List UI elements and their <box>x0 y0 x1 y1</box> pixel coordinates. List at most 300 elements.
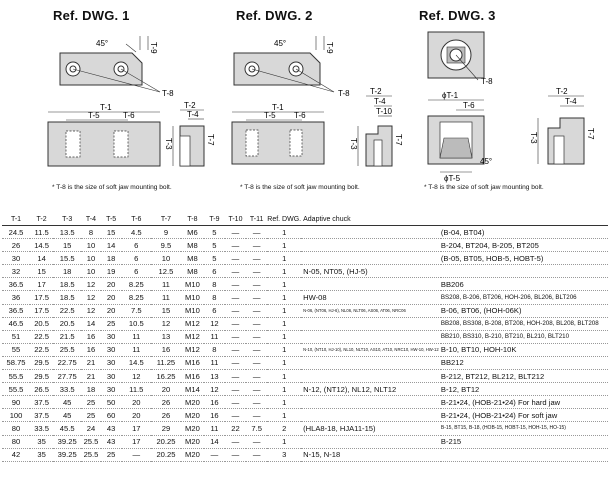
dwg1-angle-label: 45° <box>96 39 109 48</box>
dwg2-t4-label: T-4 <box>374 97 386 106</box>
adaptive-chuck-cell: BB210, BS310, B-210, BT210, BL210, BLT210 <box>441 330 608 343</box>
table-cell: 90 <box>2 396 30 409</box>
table-cell: 10.5 <box>122 317 151 330</box>
table-cell: — <box>246 239 267 252</box>
table-cell: 22.5 <box>30 330 53 343</box>
column-header: T-2 <box>30 214 53 226</box>
table-cell: 25.5 <box>81 435 101 448</box>
table-cell: 45 <box>53 409 81 422</box>
table-cell: — <box>246 252 267 265</box>
dwg3-t8-label: T-8 <box>481 77 493 86</box>
table-row <box>2 343 608 356</box>
table-cell: 46.5 <box>2 317 30 330</box>
table-cell: M8 <box>181 239 204 252</box>
table-cell: 15 <box>30 265 53 278</box>
table-cell: 26 <box>151 409 181 422</box>
dwg1-t2-label: T-2 <box>184 101 196 110</box>
table-cell: 18.5 <box>53 291 81 304</box>
table-cell: 80 <box>2 422 30 435</box>
adaptive-chuck-cell: BB206 <box>441 278 608 291</box>
dwg2-angle-label: 45° <box>274 39 287 48</box>
table-cell: 35 <box>30 448 53 461</box>
table-cell: 25 <box>101 448 122 461</box>
table-cell: — <box>122 448 151 461</box>
table-cell: 10 <box>81 265 101 278</box>
table-row <box>2 448 608 461</box>
table-cell: 12 <box>81 278 101 291</box>
table-cell: 1 <box>267 265 301 278</box>
table-cell: 33.5 <box>53 383 81 396</box>
table-cell: 1 <box>267 356 301 369</box>
table-cell: 43 <box>101 422 122 435</box>
table-cell: 17 <box>122 422 151 435</box>
table-row <box>2 317 608 330</box>
dwg2-t9-label: T-9 <box>325 42 334 54</box>
table-cell: 12.5 <box>151 265 181 278</box>
table-cell: — <box>225 265 246 278</box>
table-cell: 16 <box>81 330 101 343</box>
table-cell: 55.5 <box>2 370 30 383</box>
table-cell: 43 <box>101 435 122 448</box>
table-cell: 22 <box>225 422 246 435</box>
table-cell: 8 <box>204 343 225 356</box>
dwg2-t2-label: T-2 <box>370 87 382 96</box>
table-cell: 1 <box>267 252 301 265</box>
table-cell: 25.5 <box>81 448 101 461</box>
table-cell: 11.5 <box>122 383 151 396</box>
dwg2-t3-label: T-3 <box>349 138 358 150</box>
table-cell: 18 <box>81 383 101 396</box>
table-cell: 14 <box>81 317 101 330</box>
table-cell: 19 <box>101 265 122 278</box>
table-cell: 11 <box>204 330 225 343</box>
table-cell: — <box>225 409 246 422</box>
table-row <box>2 356 608 369</box>
table-cell: 4.5 <box>122 226 151 239</box>
table-cell: — <box>246 304 267 317</box>
table-cell: 6 <box>122 252 151 265</box>
table-cell: M12 <box>181 330 204 343</box>
table-cell: 2 <box>267 422 301 435</box>
table-cell: 1 <box>267 435 301 448</box>
table-cell: 1 <box>267 330 301 343</box>
dwg3-phi-t1-label: ϕT-1 <box>442 91 459 100</box>
table-cell: — <box>225 304 246 317</box>
adaptive-chuck-cell <box>441 265 608 278</box>
table-cell: — <box>225 356 246 369</box>
table-cell: M10 <box>181 278 204 291</box>
table-cell: — <box>246 226 267 239</box>
table-row <box>2 252 608 265</box>
table-cell: — <box>225 343 246 356</box>
table-cell: 20 <box>151 383 181 396</box>
table-cell: 12 <box>204 383 225 396</box>
table-cell: 14.5 <box>122 356 151 369</box>
table-cell: 17.5 <box>30 304 53 317</box>
table-cell: — <box>225 317 246 330</box>
table-cell: 22.5 <box>30 343 53 356</box>
dwg1-t1-label: T-1 <box>100 103 112 112</box>
table-cell: — <box>225 448 246 461</box>
table-cell: 27.75 <box>53 370 81 383</box>
dwg3-side-view <box>548 118 584 164</box>
table-cell: 5 <box>204 226 225 239</box>
table-cell: 16 <box>151 343 181 356</box>
column-header: T-7 <box>151 214 181 226</box>
table-cell: 12 <box>122 370 151 383</box>
adaptive-chuck-cell: B-204, BT204, B-205, BT205 <box>441 239 608 252</box>
table-cell: 20 <box>101 304 122 317</box>
adaptive-chuck-cell <box>301 396 441 409</box>
table-cell: 1 <box>267 343 301 356</box>
table-cell: 7.5 <box>246 422 267 435</box>
table-cell: 6 <box>204 304 225 317</box>
adaptive-chuck-cell: (B-05, BT05, HOB-5, HOBT-5) <box>441 252 608 265</box>
table-cell: — <box>225 330 246 343</box>
table-cell: M8 <box>181 252 204 265</box>
dwg3-t7-label: T-7 <box>586 128 595 140</box>
column-header: Adaptive chuck <box>301 214 608 226</box>
adaptive-chuck-cell: B-212, BT212, BL212, BLT212 <box>441 370 608 383</box>
table-cell: 60 <box>101 409 122 422</box>
adaptive-chuck-cell <box>301 252 441 265</box>
table-row <box>2 330 608 343</box>
table-cell: — <box>225 291 246 304</box>
dwg1-t9-label: T-9 <box>149 42 158 54</box>
table-cell: 45 <box>53 396 81 409</box>
table-cell: 39.25 <box>53 435 81 448</box>
table-cell: 1 <box>267 278 301 291</box>
dwg3-t3-label: T-3 <box>529 132 538 144</box>
column-header: Ref. DWG. <box>267 214 301 226</box>
column-header: T-4 <box>81 214 101 226</box>
table-cell: — <box>246 383 267 396</box>
table-cell: 12 <box>151 317 181 330</box>
table-cell: M14 <box>181 383 204 396</box>
table-cell: M6 <box>181 226 204 239</box>
table-header-row <box>2 214 608 226</box>
dwg2-t8-label: T-8 <box>338 89 350 98</box>
table-cell: 26 <box>151 396 181 409</box>
table-cell: M20 <box>181 448 204 461</box>
table-cell: 17 <box>30 278 53 291</box>
table-cell: — <box>246 356 267 369</box>
table-cell: 45.5 <box>53 422 81 435</box>
table-cell: 30 <box>2 252 30 265</box>
table-cell: 1 <box>267 396 301 409</box>
table-cell: 24 <box>81 422 101 435</box>
table-cell: 11 <box>204 356 225 369</box>
table-cell: 6 <box>122 239 151 252</box>
dwg2-t5-label: T-5 <box>264 111 276 120</box>
table-cell: M10 <box>181 291 204 304</box>
table-cell: — <box>246 370 267 383</box>
table-cell: M12 <box>181 317 204 330</box>
table-cell: 100 <box>2 409 30 422</box>
table-cell: 25 <box>81 409 101 422</box>
column-header: T-10 <box>225 214 246 226</box>
table-cell: 5 <box>204 252 225 265</box>
dwg1-t3-label: T-3 <box>164 138 173 150</box>
soft-jaw-spec-table <box>2 214 608 462</box>
adaptive-chuck-cell: BS208, B-206, BT206, HOH-206, BL206, BLT206 <box>441 291 608 304</box>
adaptive-chuck-cell <box>301 226 441 239</box>
adaptive-chuck-cell: B-15, BT15, B-18, (HOB-15, HOBT-15, HOH-15, HO-15) <box>441 422 608 435</box>
table-cell: 17 <box>122 435 151 448</box>
table-cell: 16 <box>204 409 225 422</box>
ref-dwg-1-drawing <box>40 26 220 184</box>
table-cell: 25.5 <box>53 343 81 356</box>
adaptive-chuck-cell <box>301 356 441 369</box>
dwg3-angle-label: 45° <box>480 157 493 166</box>
table-cell: 11 <box>151 278 181 291</box>
table-cell: 14 <box>30 252 53 265</box>
table-cell: 55 <box>2 343 30 356</box>
ref-dwg-2-note: * T-8 is the size of soft jaw mounting bolt. <box>240 184 360 191</box>
table-cell: — <box>225 383 246 396</box>
table-cell: 11 <box>151 291 181 304</box>
dwg1-t6-label: T-6 <box>123 111 135 120</box>
column-header: T-1 <box>2 214 30 226</box>
dwg1-t4-label: T-4 <box>187 110 199 119</box>
table-cell: 21 <box>81 356 101 369</box>
adaptive-chuck-cell: B-10, BT10, HOH-10K <box>441 343 608 356</box>
dwg2-t7-label: T-7 <box>394 134 403 146</box>
adaptive-chuck-cell <box>301 370 441 383</box>
table-cell: — <box>225 435 246 448</box>
table-cell: 15 <box>151 304 181 317</box>
table-row <box>2 370 608 383</box>
table-cell: — <box>225 370 246 383</box>
table-cell: 1 <box>267 383 301 396</box>
adaptive-chuck-cell: HW-08 <box>301 291 441 304</box>
table-cell: 1 <box>267 304 301 317</box>
table-row <box>2 226 608 239</box>
table-cell: 10 <box>151 252 181 265</box>
table-cell: 35 <box>30 435 53 448</box>
table-cell: 29.5 <box>30 370 53 383</box>
adaptive-chuck-cell: N-06, (NT06, HJ-6), NL06, NLT06, AS06, AT06, NRC06 <box>301 304 441 317</box>
column-header: T-9 <box>204 214 225 226</box>
dwg2-t1-label: T-1 <box>272 103 284 112</box>
table-cell: — <box>225 226 246 239</box>
table-cell: 22.5 <box>53 304 81 317</box>
table-cell: 17.5 <box>30 291 53 304</box>
dwg1-t8-label: T-8 <box>162 89 174 98</box>
table-cell: 20 <box>122 409 151 422</box>
table-cell: 20.25 <box>151 435 181 448</box>
table-cell: — <box>225 239 246 252</box>
adaptive-chuck-cell: B-06, BT06, (HOH-06K) <box>441 304 608 317</box>
dwg2-t10-label: T-10 <box>376 107 393 116</box>
table-row <box>2 291 608 304</box>
table-cell: 30 <box>101 330 122 343</box>
ref-dwg-1-note: * T-8 is the size of soft jaw mounting bolt. <box>52 184 172 191</box>
table-cell: — <box>246 291 267 304</box>
table-cell: — <box>225 396 246 409</box>
table-cell: 58.75 <box>2 356 30 369</box>
table-cell: 8.25 <box>122 278 151 291</box>
column-header: T-3 <box>53 214 81 226</box>
adaptive-chuck-cell: B-21•24, (HOB-21•24) For soft jaw <box>441 409 608 422</box>
table-cell: 20 <box>122 396 151 409</box>
adaptive-chuck-cell: N-10, (NT10, HJ-10), NL10, NLT10, AS10, AT10, NRC10, HW-10, HW-12 <box>301 343 441 356</box>
column-header: T-6 <box>122 214 151 226</box>
dwg3-t2-label: T-2 <box>556 87 568 96</box>
table-cell: 26.5 <box>30 383 53 396</box>
table-cell: 11.5 <box>30 226 53 239</box>
table-cell: 32 <box>2 265 30 278</box>
table-cell: 8.25 <box>122 291 151 304</box>
table-cell: — <box>246 265 267 278</box>
table-cell: 12 <box>81 304 101 317</box>
adaptive-chuck-cell <box>301 435 441 448</box>
dwg2-t6-label: T-6 <box>294 111 306 120</box>
table-cell: — <box>246 409 267 422</box>
dwg3-t6-label: T-6 <box>463 101 475 110</box>
table-cell: 9.5 <box>151 239 181 252</box>
table-cell: M20 <box>181 409 204 422</box>
ref-dwg-3-drawing <box>412 26 608 184</box>
dwg3-t4-label: T-4 <box>565 97 577 106</box>
table-cell: 18 <box>101 252 122 265</box>
table-cell: 50 <box>101 396 122 409</box>
table-cell: 14 <box>204 435 225 448</box>
table-cell: 29.5 <box>30 356 53 369</box>
table-cell: 29 <box>151 422 181 435</box>
ref-dwg-3-title: Ref. DWG. 3 <box>419 8 496 23</box>
table-cell: M20 <box>181 422 204 435</box>
column-header: T-11 <box>246 214 267 226</box>
table-cell: 30 <box>101 383 122 396</box>
adaptive-chuck-cell: B-215 <box>441 435 608 448</box>
table-cell: 39.25 <box>53 448 81 461</box>
adaptive-chuck-cell <box>301 239 441 252</box>
table-cell: 30 <box>101 356 122 369</box>
table-cell: 15 <box>53 239 81 252</box>
table-cell: 20 <box>101 278 122 291</box>
table-row <box>2 304 608 317</box>
table-row <box>2 278 608 291</box>
table-cell: 33.5 <box>30 422 53 435</box>
table-cell: — <box>225 278 246 291</box>
adaptive-chuck-cell <box>301 330 441 343</box>
table-cell: 1 <box>267 317 301 330</box>
table-cell: 8 <box>204 291 225 304</box>
adaptive-chuck-cell: B-21•24, (HOB-21•24) For hard jaw <box>441 396 608 409</box>
table-cell: 36.5 <box>2 304 30 317</box>
table-cell: 37.5 <box>30 409 53 422</box>
table-cell: 22.75 <box>53 356 81 369</box>
adaptive-chuck-cell <box>301 317 441 330</box>
table-cell: 37.5 <box>30 396 53 409</box>
table-cell: 25 <box>101 317 122 330</box>
adaptive-chuck-cell: BB212 <box>441 356 608 369</box>
table-cell: 26 <box>2 239 30 252</box>
table-cell: — <box>246 278 267 291</box>
table-cell: 30 <box>101 370 122 383</box>
adaptive-chuck-cell: N-15, N-18 <box>301 448 441 461</box>
dwg1-front-view <box>48 122 160 166</box>
table-cell: 14 <box>101 239 122 252</box>
adaptive-chuck-cell: BB208, BS308, B-208, BT208, HOH-208, BL208, BLT208 <box>441 317 608 330</box>
table-cell: — <box>246 448 267 461</box>
table-cell: 13 <box>204 370 225 383</box>
adaptive-chuck-cell: (HLA8-18, HJA11-15) <box>301 422 441 435</box>
adaptive-chuck-cell <box>301 278 441 291</box>
table-cell: M16 <box>181 370 204 383</box>
table-cell: 1 <box>267 370 301 383</box>
table-cell: — <box>246 435 267 448</box>
table-row <box>2 435 608 448</box>
table-cell: — <box>225 252 246 265</box>
table-cell: — <box>204 448 225 461</box>
table-cell: 51 <box>2 330 30 343</box>
table-cell: 16 <box>81 343 101 356</box>
table-cell: — <box>246 317 267 330</box>
table-cell: 6 <box>122 265 151 278</box>
table-cell: 15.5 <box>53 252 81 265</box>
table-cell: 16.25 <box>151 370 181 383</box>
table-cell: M10 <box>181 304 204 317</box>
table-cell: 30 <box>101 343 122 356</box>
ref-dwg-1-title: Ref. DWG. 1 <box>53 8 130 23</box>
table-cell: M20 <box>181 435 204 448</box>
table-cell: 11 <box>204 422 225 435</box>
table-cell: 1 <box>267 226 301 239</box>
table-cell: 3 <box>267 448 301 461</box>
table-cell: — <box>246 330 267 343</box>
table-cell: 11 <box>122 343 151 356</box>
table-row <box>2 383 608 396</box>
table-cell: 36 <box>2 291 30 304</box>
table-cell: 18.5 <box>53 278 81 291</box>
table-row <box>2 409 608 422</box>
table-cell: M16 <box>181 356 204 369</box>
ref-dwg-3-note: * T-8 is the size of soft jaw mounting bolt. <box>424 184 544 191</box>
table-cell: 10 <box>81 252 101 265</box>
table-body <box>2 226 608 462</box>
table-cell: — <box>246 396 267 409</box>
table-cell: M12 <box>181 343 204 356</box>
table-cell: 10 <box>81 239 101 252</box>
table-cell: 20.25 <box>151 448 181 461</box>
table-cell: M20 <box>181 396 204 409</box>
adaptive-chuck-cell: B-12, BT12 <box>441 383 608 396</box>
table-cell: 5 <box>204 239 225 252</box>
table-cell: 21 <box>81 370 101 383</box>
table-cell: 13 <box>151 330 181 343</box>
table-cell: 20 <box>101 291 122 304</box>
table-cell: 14.5 <box>30 239 53 252</box>
table-cell: 42 <box>2 448 30 461</box>
table-cell: 13.5 <box>53 226 81 239</box>
table-cell: 20.5 <box>53 317 81 330</box>
column-header: T-5 <box>101 214 122 226</box>
table-cell: M8 <box>181 265 204 278</box>
table-cell: 6 <box>204 265 225 278</box>
table-cell: 8 <box>81 226 101 239</box>
table-cell: 1 <box>267 291 301 304</box>
table-cell: 9 <box>151 226 181 239</box>
adaptive-chuck-cell: N-12, (NT12), NL12, NLT12 <box>301 383 441 396</box>
dwg1-t7-label: T-7 <box>206 134 215 146</box>
adaptive-chuck-cell <box>441 448 608 461</box>
table-cell: 55.5 <box>2 383 30 396</box>
table-row <box>2 422 608 435</box>
table-cell: — <box>246 343 267 356</box>
table-cell: 20.5 <box>30 317 53 330</box>
